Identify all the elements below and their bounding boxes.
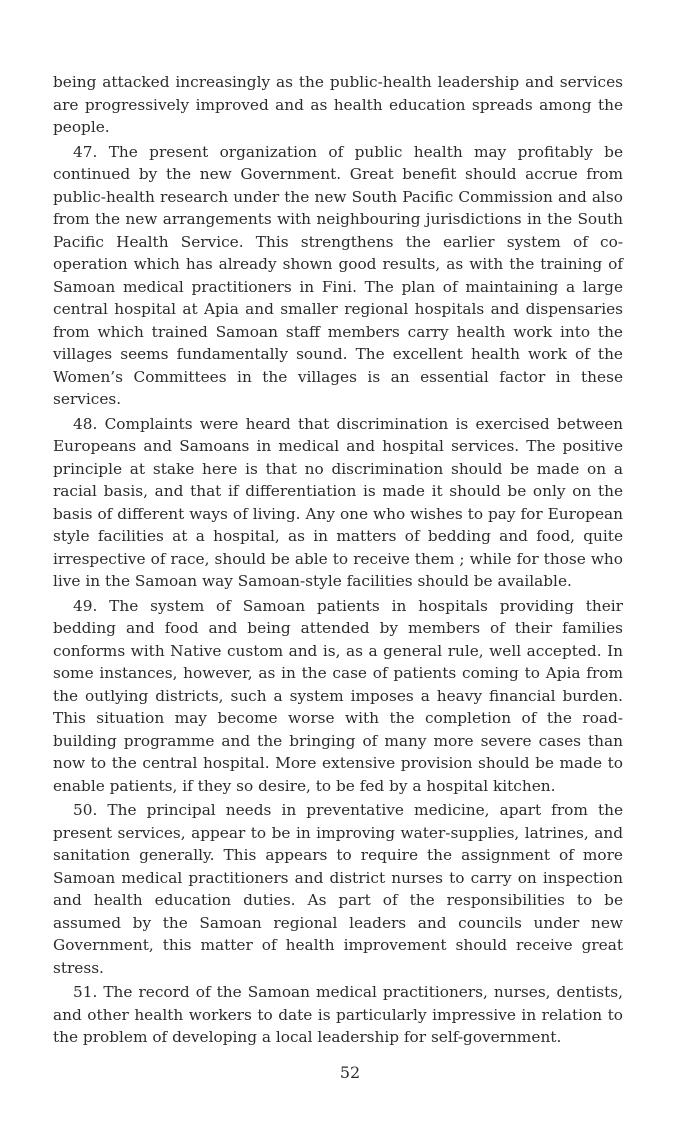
page-number: 52	[339, 1063, 361, 1082]
paragraph-continuation: being attacked increasingly as the public-health leadership and services are progressively improved and as health education spreads among the people.	[53, 73, 623, 136]
paragraph-51: 51. The record of the Samoan medical practitioners, nurses, dentists, and other health workers to date is particularly impressive in relation to the problem of developing a local leadership for self-government.	[53, 983, 623, 1046]
document-body	[53, 71, 623, 1049]
paragraph-49: 49. The system of Samoan patients in hospitals providing their bedding and food and being attended by members of their families conforms with Native custom and is, as a general rule, well accepted. In some instances, however, as in the case of patients coming to Apia from the outlying districts, such a system imposes a heavy financial burden. This situation may become worse with the completion of the road-building programme and the bringing of many more severe cases than now to the central hospital. More extensive provision should be made to enable patients, if they so desire, to be fed by a hospital kitchen.	[53, 596, 623, 795]
paragraph-50: 50. The principal needs in preventative medicine, apart from the present services, appear to be in improving water-supplies, latrines, and sanitation generally. This appears to require the assignment of more Samoan medical practitioners and district nurses to carry on inspection and health education duties. As part of the responsibilities to be assumed by the Samoan regional leaders and councils under new Government, this matter of health improvement should receive great stress.	[53, 801, 623, 977]
paragraph-48: 48. Complaints were heard that discrimination is exercised between Europeans and Samoans in medical and hospital services. The positive principle at stake here is that no discrimination should be made on a racial basis, and that if differentiation is made it should be only on the basis of different ways of living. Any one who wishes to pay for European style facilities at a hospital, as in matters of bedding and food, quite irrespective of race, should be able to receive them ; while for those who live in the Samoan way Samoan-style facilities should be available.	[53, 414, 623, 590]
paragraph-47: 47. The present organization of public health may profitably be continued by the new Government. Great benefit should accrue from public-health research under the new South Pacific Commission and also from the new arrangements with neighbouring jurisdictions in the South Pacific Health Service. This strengthens the earlier system of co-operation which has already shown good results, as with the training of Samoan medical practitioners in Fini. The plan of maintaining a large central hospital at Apia and smaller regional hospitals and dispensaries from which trained Samoan staff members carry health work into the villages seems fundamentally sound. The excellent health work of the Women’s Committees in the villages is an essential factor in these services.	[53, 142, 623, 408]
